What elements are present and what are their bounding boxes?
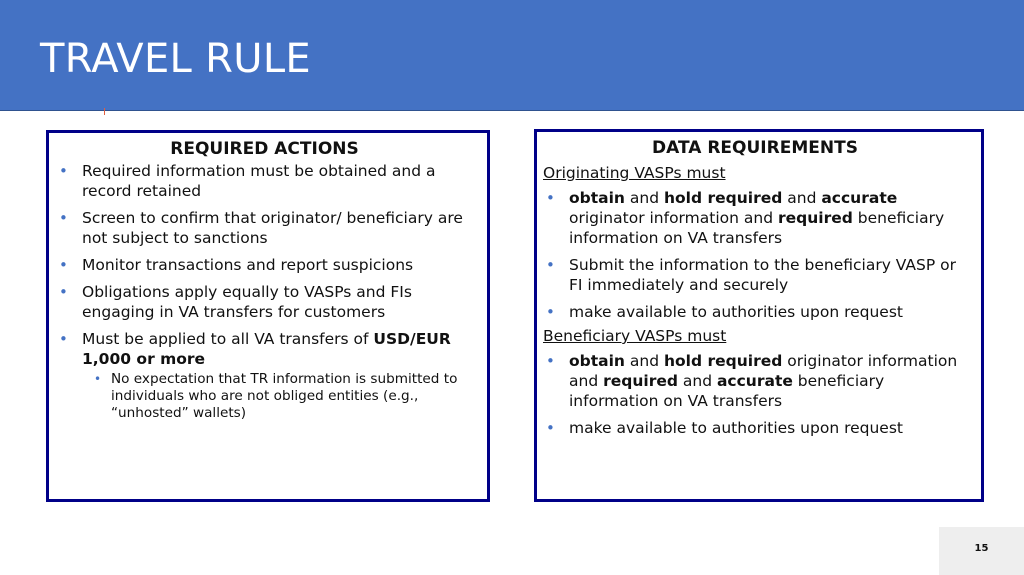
data-requirements-box xyxy=(534,129,984,502)
text: and xyxy=(782,189,822,207)
bold-text: accurate xyxy=(821,189,898,207)
page-number: 15 xyxy=(974,543,989,554)
list-item xyxy=(543,351,967,411)
list-item: • Submit the information to the beneficiary VASP or FI immediately and securely xyxy=(543,255,967,295)
title-banner xyxy=(0,0,1024,111)
required-actions-title: REQUIRED ACTIONS xyxy=(170,139,359,159)
bold-text: hold required xyxy=(663,352,783,370)
list-item xyxy=(56,329,473,369)
list-item: • Obligations apply equally to VASPs and FIs engaging in VA transfers for customers xyxy=(56,282,473,322)
bold-text: required xyxy=(603,372,678,390)
list-item: • Required information must be obtained and a record retained xyxy=(56,161,473,201)
text: originator information and xyxy=(569,209,778,227)
text: beneficiary information on VA transfers xyxy=(569,209,945,247)
bold-text: obtain xyxy=(569,352,625,370)
list-item xyxy=(543,188,967,248)
sub-list-item: • No expectation that TR information is submitted to individuals who are not obliged entities (e.g., “unhosted” wallets) xyxy=(56,371,473,422)
bold-text: obtain xyxy=(569,189,625,207)
text: and xyxy=(624,189,664,207)
list-item: • make available to authorities upon request xyxy=(543,418,967,438)
page-number-box xyxy=(939,527,1024,575)
slide-title: TRAVEL RULE xyxy=(40,36,311,82)
originating-vasps-heading: Originating VASPs must xyxy=(543,164,726,182)
list-item-text: Must be applied to all VA transfers of xyxy=(82,330,374,348)
originating-list xyxy=(543,188,967,322)
required-actions-box xyxy=(46,130,490,502)
bold-text: accurate xyxy=(716,372,793,390)
list-item: • make available to authorities upon request xyxy=(543,302,967,322)
threshold-amount: USD/EUR 1,000 or more xyxy=(82,330,451,368)
required-actions-list xyxy=(56,161,473,422)
data-requirements-title: DATA REQUIREMENTS xyxy=(652,138,858,158)
bold-text: required xyxy=(777,209,853,227)
text: and xyxy=(677,372,717,390)
list-item: • Monitor transactions and report suspicions xyxy=(56,255,473,275)
bold-text: hold required xyxy=(663,189,783,207)
list-item: • Screen to confirm that originator/ beneficiary are not subject to sanctions xyxy=(56,208,473,248)
text: originator information and xyxy=(569,352,958,390)
text: and xyxy=(624,352,664,370)
beneficiary-vasps-heading: Beneficiary VASPs must xyxy=(543,327,727,345)
beneficiary-list xyxy=(543,351,967,438)
text: beneficiary information on VA transfers xyxy=(569,372,885,410)
decorative-mark xyxy=(104,108,105,115)
